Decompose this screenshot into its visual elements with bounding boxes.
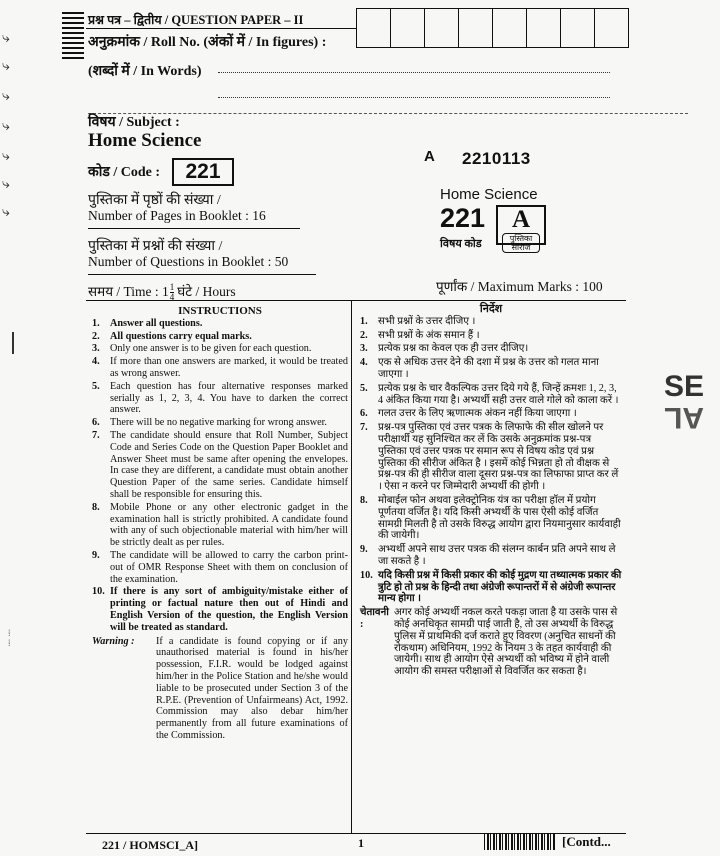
instruction-text: प्रत्येक प्रश्न का केवल एक ही उत्तर दीजिए। xyxy=(378,343,529,355)
questions-count: Number of Questions in Booklet : 50 xyxy=(88,254,289,269)
instruction-text: Each question has four alternative responses marked serially as 1, 2, 3, 4. You have to darken the correct answer. xyxy=(110,380,348,416)
code-label: कोड / Code : xyxy=(88,165,161,180)
instruction-number: 7. xyxy=(92,429,100,441)
subject-label: विषय / Subject : xyxy=(88,115,180,130)
instruction-number: 10. xyxy=(92,586,105,598)
margin-mark: ⤷ xyxy=(2,176,10,192)
questions-count-hindi: पुस्तिका में प्रश्नों की संख्या / xyxy=(88,239,223,254)
instruction-item xyxy=(360,408,622,420)
instruction-number: 5. xyxy=(360,382,368,394)
header-rule xyxy=(86,28,356,29)
series-letter: A xyxy=(424,148,435,165)
instruction-number: 9. xyxy=(360,544,368,556)
instruction-text: मोबाईल फोन अथवा इलेक्ट्रोनिक यंत्र का परीक्षा हॉल में प्रयोग पूर्णतया वर्जित है। यदि किसी अभ्यर्थी के पास ऐसी कोई वर्जित सामग्री मिलती है तो उसके विरुद्ध आयोग द्वारा नियमानुसार कार्यवाही की जायेगी। xyxy=(378,494,621,542)
margin-bracket xyxy=(12,332,14,354)
roll-digit-box[interactable] xyxy=(493,9,527,47)
warning-block-hindi xyxy=(360,607,622,678)
footer-barcode xyxy=(484,834,556,850)
pages-count: Number of Pages in Booklet : 16 xyxy=(88,208,266,223)
instruction-number: 8. xyxy=(92,501,100,513)
instruction-text: प्रश्न-पत्र पुस्तिका एवं उत्तर पत्रक के लिफाफे की सील खोलने पर परीक्षार्थी यह सुनिश्चित कर लें कि उसके अनुक्रमांक प्रश्न-पत्र पुस्तिका एवं उत्तर पत्रक पर समान रूप से विषय कोड एवं प्रश्न पुस्तिका की सीरीज अंकित है । इसमें कोई भिन्नता हो तो वीक्षक से प्रश्न-पत्र की ही सीरीज वाला दूसरा प्रश्न-पत्र का लिफाफा प्राप्त कर लें । ऐसा न करने पर जिम्मेदारी अभ्यर्थी की होगी । xyxy=(378,422,619,493)
instruction-item xyxy=(360,544,622,568)
instructions-title: INSTRUCTIONS xyxy=(178,305,262,317)
roll-digit-box[interactable] xyxy=(391,9,425,47)
instruction-item xyxy=(360,316,622,328)
instruction-number: 1. xyxy=(92,317,100,329)
instruction-text: All questions carry equal marks. xyxy=(110,330,252,342)
instructions-english xyxy=(92,306,348,742)
instruction-text: अभ्यर्थी अपने साथ उत्तर पत्रक की संलग्न कार्बन प्रति अपने साथ ले जा सकते है । xyxy=(378,544,616,567)
instruction-text: Only one answer is to be given for each question. xyxy=(110,343,312,355)
roll-digit-box[interactable] xyxy=(595,9,628,47)
instruction-number: 3. xyxy=(92,343,100,355)
warning-label: Warning : xyxy=(92,635,135,647)
instruction-item xyxy=(92,586,348,633)
margin-mark: ⤷ xyxy=(2,118,10,134)
subject-name: Home Science xyxy=(88,130,202,151)
instruction-item xyxy=(92,343,348,355)
instruction-number: 6. xyxy=(360,408,368,420)
series-box-letter: A xyxy=(511,206,531,233)
margin-mark: ⤷ xyxy=(2,88,10,104)
instruction-item xyxy=(92,502,348,549)
instructions-hindi xyxy=(360,304,622,678)
instruction-item xyxy=(92,550,348,585)
instructions-list xyxy=(92,318,348,634)
instruction-number: 2. xyxy=(360,329,368,341)
instruction-item xyxy=(92,381,348,416)
pages-count-hindi: पुस्तिका में पृष्ठों की संख्या / xyxy=(88,193,221,208)
instructions-title-hindi: निर्देश xyxy=(479,303,503,315)
instruction-number: 6. xyxy=(92,417,100,429)
stamp-line-1: SE xyxy=(664,370,705,403)
header-barcode-bars xyxy=(62,12,84,62)
instruction-number: 10. xyxy=(360,569,373,581)
margin-mark: ⤷ xyxy=(2,30,10,46)
pages-underline xyxy=(88,228,300,229)
margin-mark: ⤷ xyxy=(2,58,10,74)
stamp-line-2: AL xyxy=(664,401,705,434)
instruction-item xyxy=(360,570,622,605)
margin-stamp xyxy=(664,372,704,432)
instruction-text: सभी प्रश्नों के उत्तर दीजिए । xyxy=(378,315,476,327)
roll-digit-box[interactable] xyxy=(561,9,595,47)
instruction-text: Answer all questions. xyxy=(110,317,203,329)
instruction-text: यदि किसी प्रश्न में किसी प्रकार की कोई मुद्रण या तथ्यात्मक प्रकार की त्रुटि हो तो प्रश्न के हिन्दी तथा अंग्रेजी रूपान्तरों में से अंग्रेजी रूपान्तर मान्य होगा । xyxy=(378,569,622,605)
instruction-text: प्रत्येक प्रश्न के चार वैकल्पिक उत्तर दिये गये हैं, जिन्हें क्रमशः 1, 2, 3, 4 अंकित किया गया है। अभ्यर्थी सही उत्तर वाले गोले को काला करें । xyxy=(378,382,619,406)
roll-in-words-field[interactable] xyxy=(218,72,610,73)
instruction-number: 2. xyxy=(92,330,100,342)
instruction-item xyxy=(360,343,622,355)
time-fraction-den: 4 xyxy=(169,292,175,303)
instruction-item xyxy=(92,356,348,380)
instruction-number: 3. xyxy=(360,343,368,355)
instruction-item xyxy=(92,417,348,429)
margin-mark: ⤷ xyxy=(2,148,10,164)
instruction-text: If there is any sort of ambiguity/mistake either of printing or factual nature then out of Hindi and English Version of the question, the English Version will be treated as standard. xyxy=(110,586,348,633)
time-fraction-num: 1 xyxy=(169,282,175,293)
instruction-number: 4. xyxy=(360,357,368,369)
roll-digit-box[interactable] xyxy=(459,9,493,47)
booklet-number: 2210113 xyxy=(462,149,531,168)
column-divider xyxy=(351,300,352,833)
margin-mark: ⤷ xyxy=(2,204,10,220)
questions-underline xyxy=(88,274,316,275)
instruction-text: The candidate should ensure that Roll Number, Subject Code and Series Code on the Question Paper Booklet and Answer Sheet must be same after opening the envelopes. In case they are different, a candidate must obtain another Question Paper of the same series. Candidate himself shall be responsible for ensuring this. xyxy=(110,429,348,500)
instruction-text: The candidate will be allowed to carry the carbon print-out of OMR Response Sheet with them on conclusion of the examination. xyxy=(110,549,348,585)
instruction-text: गलत उत्तर के लिए ऋणात्मक अंकन नहीं किया जाएगा । xyxy=(378,408,577,420)
warning-block xyxy=(92,636,348,742)
warning-label-hindi: चेतावनी : xyxy=(360,607,389,630)
instruction-number: 5. xyxy=(92,380,100,392)
roll-digit-box[interactable] xyxy=(357,9,391,47)
instruction-number: 7. xyxy=(360,422,368,434)
stamp-code-caption: विषय कोड xyxy=(440,238,482,250)
instruction-number: 4. xyxy=(92,356,100,368)
instruction-item xyxy=(92,331,348,343)
stamp-subject: Home Science xyxy=(440,186,538,203)
instruction-number: 1. xyxy=(360,315,368,327)
page-number: 1 xyxy=(358,836,364,850)
instruction-item xyxy=(92,318,348,330)
roll-digit-box[interactable] xyxy=(527,9,561,47)
maximum-marks: पूर्णांक / Maximum Marks : 100 xyxy=(436,279,603,294)
instruction-number: 8. xyxy=(360,494,368,506)
series-box-caption: पुस्तिका सीरीज xyxy=(502,233,540,253)
instruction-item xyxy=(360,330,622,342)
time-label: समय / Time : 1 xyxy=(88,284,169,299)
stamp-code: 221 xyxy=(440,203,486,233)
instruction-text: Mobile Phone or any other electronic gadget in the examination hall is strictly prohibited. A candidate found with any of such objectionable material with him/her will be strictly dealt as per rules. xyxy=(110,501,348,549)
instruction-item xyxy=(360,495,622,542)
roll-in-words-field-2[interactable] xyxy=(218,97,610,98)
instructions-list-hindi xyxy=(360,316,622,605)
roll-in-words-label: (शब्दों में / In Words) xyxy=(88,64,202,79)
warning-text: If a candidate is found copying or if any unauthorised material is found in his/her possession, F.I.R. would be lodged against him/her in the Police Station and he/she would liable to be prosecuted under Section 3 of the R.P.E. (Prevention of Unfairmeans) Act, 1992. Commission may also debar him/her permanently from all future examinations of the Commission. xyxy=(156,635,348,741)
roll-number-boxes[interactable] xyxy=(356,8,629,48)
instruction-text: सभी प्रश्नों के अंक समान हैं । xyxy=(378,329,480,341)
instruction-text: If more than one answers are marked, it would be treated as wrong answer. xyxy=(110,356,348,379)
footer-code: 221 / HOMSCI_A] xyxy=(102,838,198,852)
roll-digit-box[interactable] xyxy=(425,9,459,47)
warning-text-hindi: अगर कोई अभ्यर्थी नकल करते पकड़ा जाता है या उसके पास से कोई अनधिकृत सामग्री पाई जाती है, तो उस अभ्यर्थी के विरुद्ध पुलिस में प्राथमिकी दर्ज कराते हुए विवरण (अनुचित साधनों की रोकथाम) अधिनियम, 1992 के नियम 3 के तहत कार्यवाही की जायेगी। साथ ही आयोग ऐसे अभ्यर्थी को भविष्य में होने वाली आयोग की समस्त परीक्षाओं से विवर्जित कर सकता है। xyxy=(394,607,618,678)
margin-scribble: ⁞ ⁞ xyxy=(8,628,11,648)
series-box xyxy=(496,205,546,252)
question-paper-label: प्रश्न पत्र – द्वितीय / QUESTION PAPER – II xyxy=(88,13,304,27)
instructions-top-rule xyxy=(86,300,626,301)
instruction-item xyxy=(360,383,622,407)
time-unit: घंटे / Hours xyxy=(177,284,236,299)
instruction-text: There will be no negative marking for wrong answer. xyxy=(110,417,327,429)
roll-number-label: अनुक्रमांक / Roll No. (अंकों में / In figures) : xyxy=(88,35,327,50)
subject-code: 221 xyxy=(172,158,234,186)
continued-label: [Contd... xyxy=(562,834,611,849)
instruction-number: 9. xyxy=(92,549,100,561)
instruction-item xyxy=(360,357,622,381)
instruction-item xyxy=(360,422,622,493)
instruction-text: एक से अधिक उत्तर देने की दशा में प्रश्न के उत्तर को गलत माना जाएगा । xyxy=(378,357,599,380)
instruction-item xyxy=(92,430,348,501)
